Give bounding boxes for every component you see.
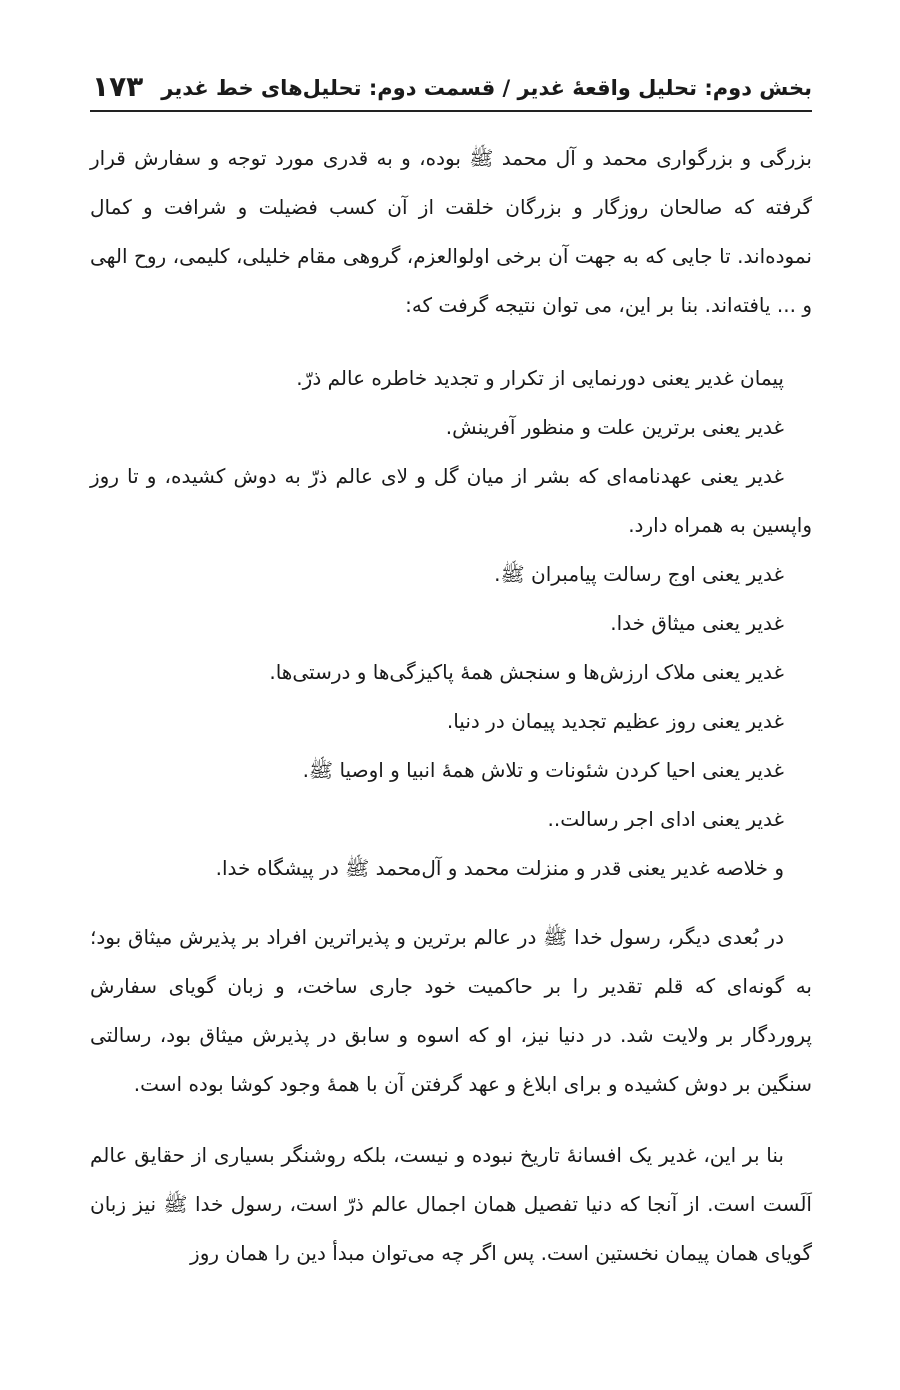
quote-line: غدیر یعنی میثاق خدا. bbox=[610, 611, 784, 635]
book-page bbox=[90, 62, 812, 1288]
quote-line: و خلاصه غدیر یعنی قدر و منزلت محمد و آل‌محمد ﷺ در پیشگاه خدا. bbox=[215, 856, 784, 880]
quote-line: غدیر یعنی ادای اجر رسالت.. bbox=[547, 807, 784, 831]
intro-paragraph: بزرگی و بزرگواری محمد و آل محمد ﷺ بوده، و به قدری مورد توجه و سفارش قرار گرفته که صالحان روزگار و بزرگان خلقت از آن کسب فضیلت و شرافت و کمال نموده‌اند. تا جایی که به جهت آن برخی اولوالعزم، گروهی مقام خلیلی، کلیمی، روح الهی و ... یافته‌اند. بنا بر این، می توان نتیجه گرفت که: bbox=[90, 146, 812, 317]
body-paragraph: در بُعدی دیگر، رسول خدا ﷺ در عالم برترین و پذیراترین افراد بر پذیرش میثاق بود؛ به گونه‌ای که قلم تقدیر را بر حاکمیت خود جاری ساخت، و زبان گویای سفارش پروردگار بر ولایت شد. در دنیا نیز، او که اسوه و سابق در پذیرش میثاق بود، رسالتی سنگین بر دوش کشیده و برای ابلاغ و عهد گرفتن آن با همهٔ وجود کوشا بوده است. bbox=[90, 925, 812, 1096]
running-head: بخش دوم: تحلیل واقعهٔ غدیر / قسمت دوم: تحلیل‌های خط غدیر bbox=[161, 76, 812, 100]
body-text bbox=[90, 134, 812, 1278]
quote-line: پیمان غدیر یعنی دورنمایی از تکرار و تجدید خاطره عالم ذرّ. bbox=[296, 366, 784, 390]
quote-line: غدیر یعنی ملاک ارزش‌ها و سنجش همهٔ پاکیزگی‌ها و درستی‌ها. bbox=[269, 660, 784, 684]
quote-line: غدیر یعنی احیا کردن شئونات و تلاش همهٔ انبیا و اوصیا ﷺ. bbox=[302, 758, 784, 782]
body-paragraph: بنا بر این، غدیر یک افسانهٔ تاریخ نبوده و نیست، بلکه روشنگر بسیاری از حقایق عالم اَلَست است. از آنجا که دنیا تفصیل همان اجمال عالم ذرّ است، رسول خدا ﷺ نیز زبان گویای همان پیمان نخستین است. پس اگر چه می‌توان مبدأ دین را همان روز bbox=[90, 1143, 812, 1265]
quote-line: غدیر یعنی عهدنامه‌ای که بشر از میان گل و لای عالم ذرّ به دوش کشیده، و تا روز واپسین به همراه دارد. bbox=[90, 464, 812, 537]
page-header bbox=[90, 62, 812, 112]
quote-list bbox=[90, 354, 812, 893]
quote-line: غدیر یعنی اوج رسالت پیامبران ﷺ. bbox=[494, 562, 784, 586]
page-number: ۱۷۳ bbox=[92, 70, 144, 103]
quote-line: غدیر یعنی برترین علت و منظور آفرینش. bbox=[445, 415, 784, 439]
quote-line: غدیر یعنی روز عظیم تجدید پیمان در دنیا. bbox=[446, 709, 784, 733]
